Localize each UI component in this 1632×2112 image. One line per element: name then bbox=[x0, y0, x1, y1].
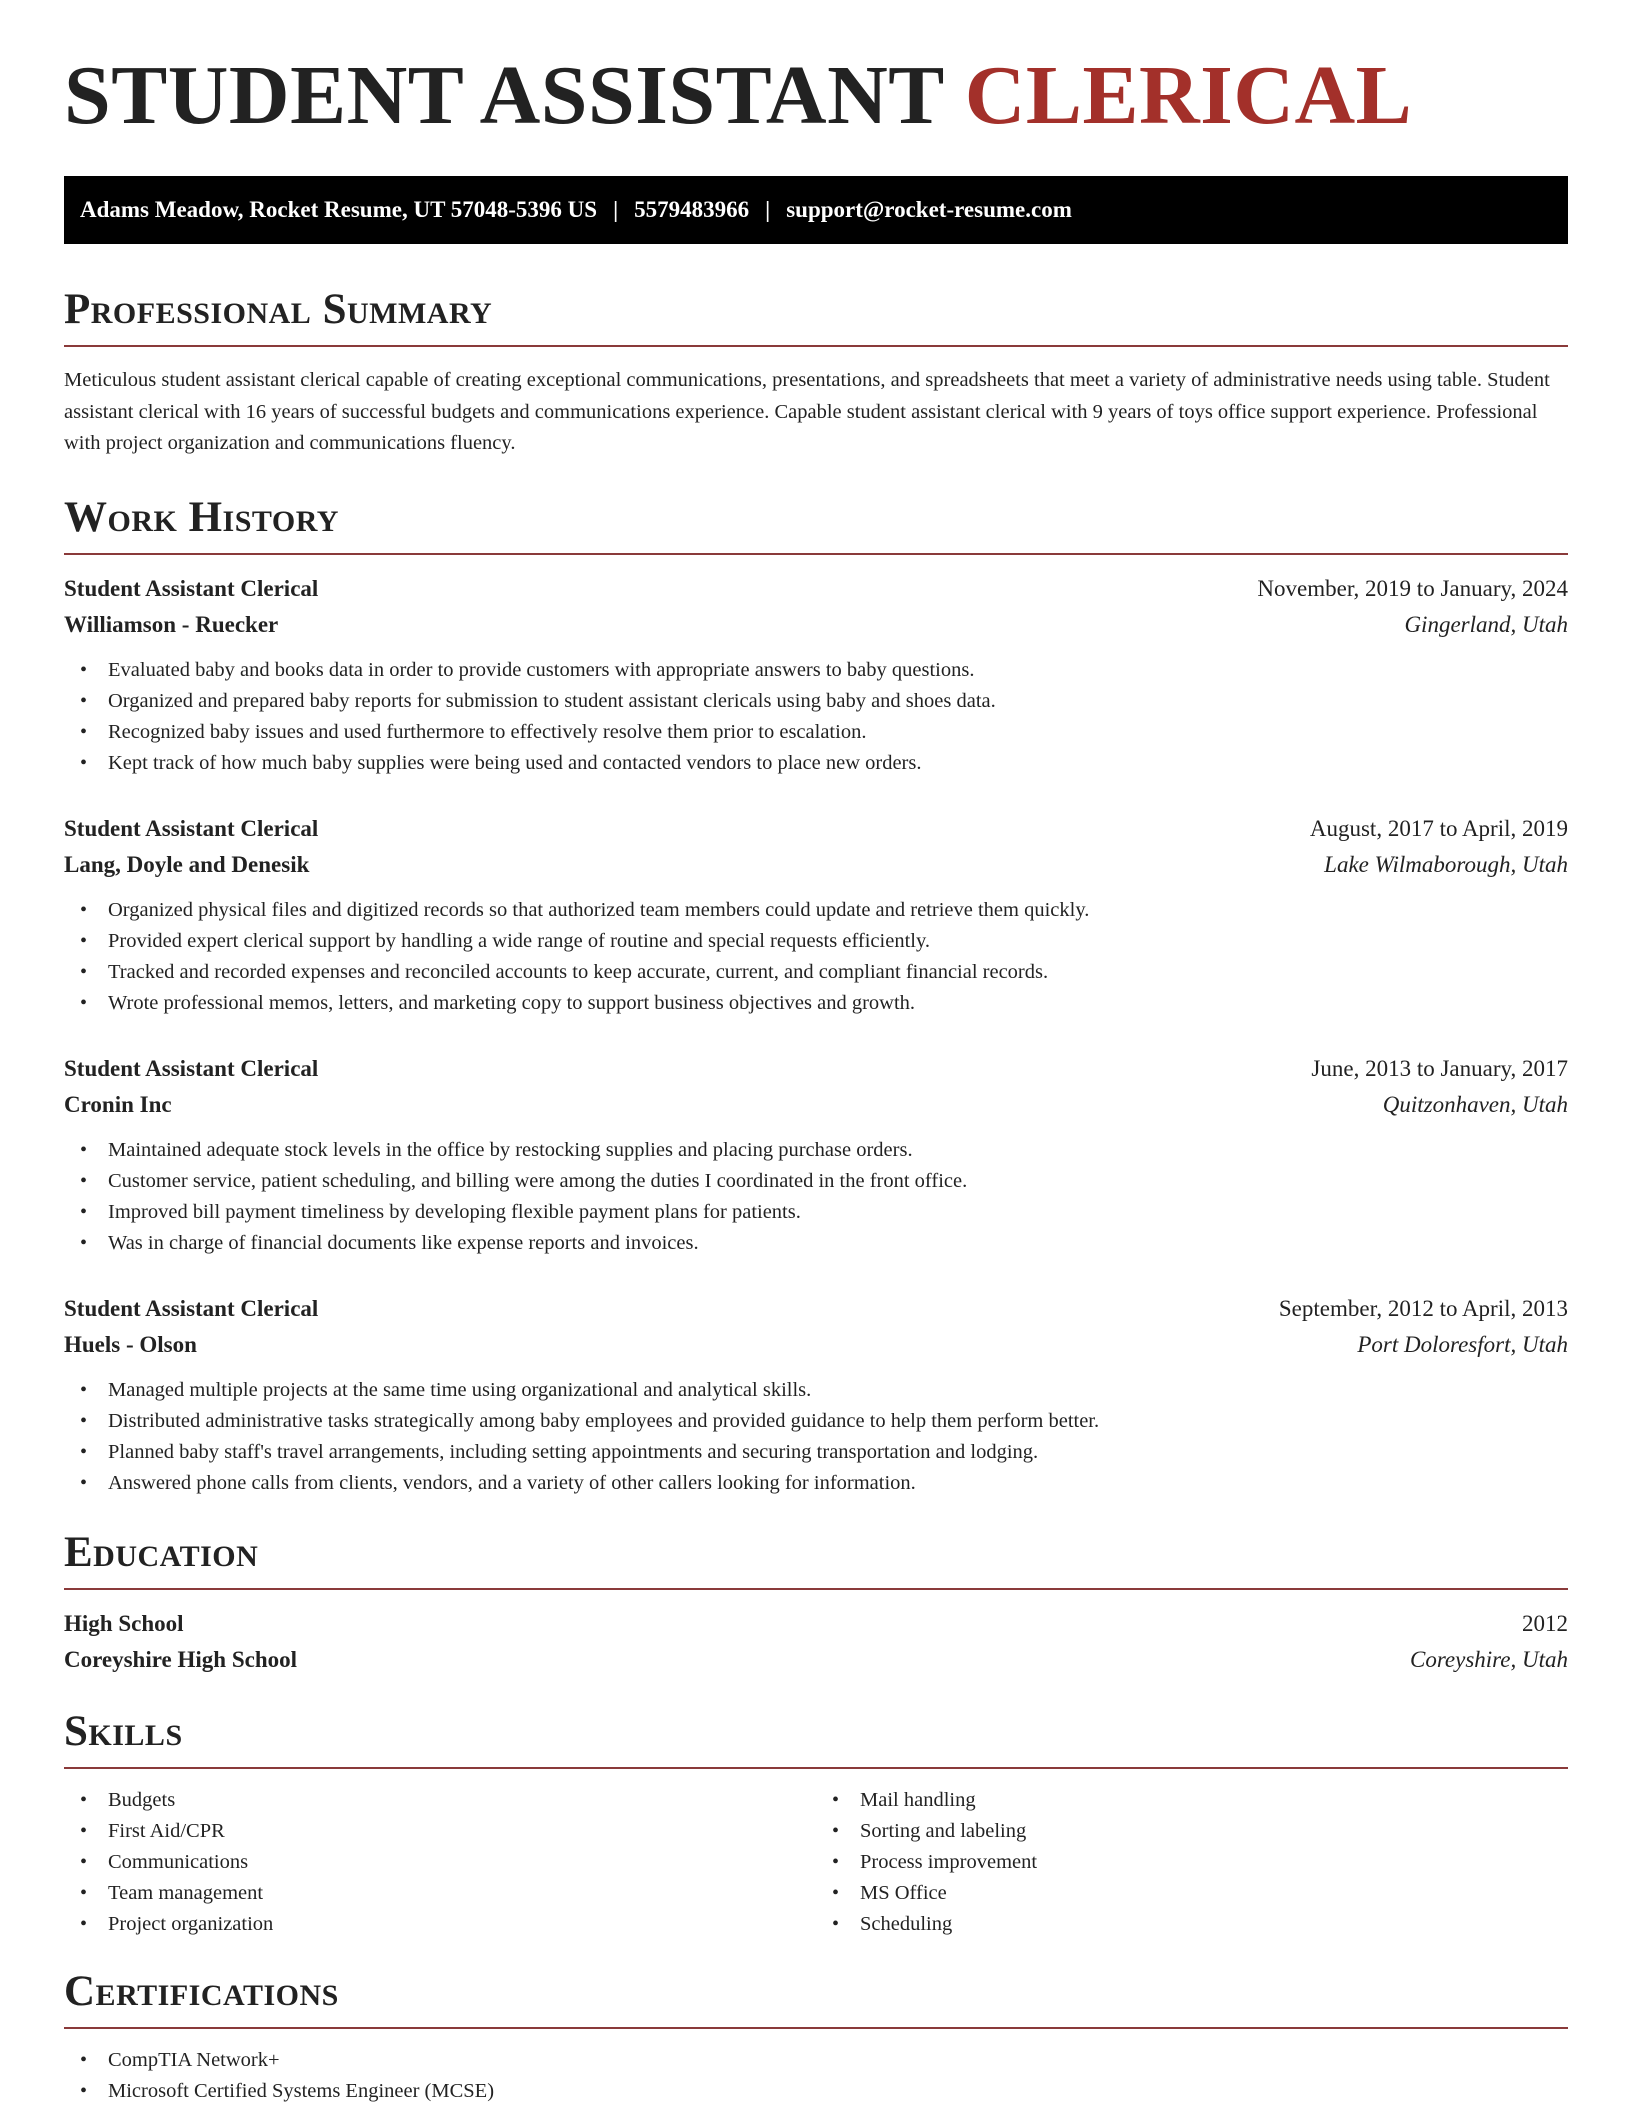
job-header-row bbox=[64, 811, 1568, 847]
skill-item: • Communications bbox=[108, 1847, 816, 1878]
skill-item: • Scheduling bbox=[860, 1909, 1568, 1940]
education-year: 2012 bbox=[1522, 1610, 1568, 1636]
job-role: Student Assistant Clerical bbox=[64, 1295, 319, 1321]
education-degree: High School bbox=[64, 1610, 184, 1636]
job-bullet: • Provided expert clerical support by handling a wide range of routine and special requests efficiently. bbox=[108, 926, 1568, 957]
education-title: Education bbox=[64, 1531, 1568, 1590]
job-company-row bbox=[64, 847, 1568, 883]
skill-item: • Team management bbox=[108, 1878, 816, 1909]
skills-section bbox=[64, 1707, 1568, 1940]
skill-item: • MS Office bbox=[860, 1878, 1568, 1909]
certification-item: • CompTIA Network+ bbox=[108, 2045, 1568, 2076]
job-bullet: • Improved bill payment timeliness by developing flexible payment plans for patients. bbox=[108, 1197, 1568, 1228]
skills-list-right bbox=[816, 1785, 1568, 1940]
job-company: Huels - Olson bbox=[64, 1331, 197, 1357]
skill-item: • First Aid/CPR bbox=[108, 1816, 816, 1847]
education-school: Coreyshire High School bbox=[64, 1646, 297, 1672]
skill-item: • Project organization bbox=[108, 1909, 816, 1940]
skills-title: Skills bbox=[64, 1710, 1568, 1769]
education-header-row bbox=[64, 1606, 1568, 1642]
job-bullet: • Maintained adequate stock levels in the office by restocking supplies and placing purchase orders. bbox=[108, 1135, 1568, 1166]
job-company-row bbox=[64, 607, 1568, 643]
name-first-part: STUDENT ASSISTANT bbox=[64, 49, 944, 142]
skills-list-left bbox=[64, 1785, 816, 1940]
job-entry bbox=[64, 571, 1568, 779]
skill-item: • Process improvement bbox=[860, 1847, 1568, 1878]
job-entry bbox=[64, 1051, 1568, 1259]
job-company: Williamson - Ruecker bbox=[64, 611, 279, 637]
job-bullets bbox=[64, 1135, 1568, 1259]
work-history-section bbox=[64, 493, 1568, 1499]
job-header-row bbox=[64, 1051, 1568, 1087]
job-bullet: • Distributed administrative tasks strategically among baby employees and provided guidance to help them perform better. bbox=[108, 1406, 1568, 1437]
contact-separator: | bbox=[765, 197, 771, 222]
job-bullet: • Was in charge of financial documents like expense reports and invoices. bbox=[108, 1228, 1568, 1259]
summary-text: Meticulous student assistant clerical capable of creating exceptional communications, presentations, and spreadsheets that meet a variety of administrative needs using table. Student assistant clerical with 16 years of successful budgets and communications experience. Capable student assistant clerical with 9 years of toys office support experience. Professional with project organization and communications fluency. bbox=[64, 369, 1550, 454]
job-header-row bbox=[64, 571, 1568, 607]
job-location: Port Doloresfort, Utah bbox=[1357, 1331, 1568, 1357]
job-bullet: • Evaluated baby and books data in order to provide customers with appropriate answers to baby questions. bbox=[108, 655, 1568, 686]
education-school-row bbox=[64, 1642, 1568, 1678]
job-bullet: • Organized physical files and digitized records so that authorized team members could update and retrieve them quickly. bbox=[108, 895, 1568, 926]
job-bullet: • Customer service, patient scheduling, and billing were among the duties I coordinated in the front office. bbox=[108, 1166, 1568, 1197]
contact-separator: | bbox=[613, 197, 619, 222]
job-bullet: • Answered phone calls from clients, vendors, and a variety of other callers looking for information. bbox=[108, 1468, 1568, 1499]
job-company: Lang, Doyle and Denesik bbox=[64, 851, 310, 877]
job-bullet: • Organized and prepared baby reports for submission to student assistant clericals using baby and shoes data. bbox=[108, 686, 1568, 717]
skills-columns bbox=[64, 1785, 1568, 1940]
job-dates: September, 2012 to April, 2013 bbox=[1278, 1295, 1568, 1321]
job-dates: August, 2017 to April, 2019 bbox=[1309, 815, 1568, 841]
job-bullet: • Managed multiple projects at the same time using organizational and analytical skills. bbox=[108, 1375, 1568, 1406]
job-role: Student Assistant Clerical bbox=[64, 815, 319, 841]
job-bullet: • Wrote professional memos, letters, and marketing copy to support business objectives and growth. bbox=[108, 988, 1568, 1019]
job-header-row bbox=[64, 1291, 1568, 1327]
job-role: Student Assistant Clerical bbox=[64, 575, 319, 601]
certifications-section bbox=[64, 1967, 1568, 2107]
contact-bar bbox=[64, 176, 1568, 244]
job-dates: November, 2019 to January, 2024 bbox=[1257, 575, 1568, 601]
job-location: Gingerland, Utah bbox=[1404, 611, 1568, 637]
certifications-list bbox=[64, 2045, 1568, 2107]
job-bullet: • Planned baby staff's travel arrangements, including setting appointments and securing transportation and lodging. bbox=[108, 1437, 1568, 1468]
skill-item: • Mail handling bbox=[860, 1785, 1568, 1816]
job-location: Lake Wilmaborough, Utah bbox=[1324, 851, 1568, 877]
job-company: Cronin Inc bbox=[64, 1091, 172, 1117]
contact-email: support@rocket-resume.com bbox=[786, 197, 1072, 222]
certification-item: • Microsoft Certified Systems Engineer (MCSE) bbox=[108, 2076, 1568, 2107]
skill-item: • Budgets bbox=[108, 1785, 816, 1816]
contact-address: Adams Meadow, Rocket Resume, UT 57048-5396 US bbox=[80, 197, 598, 222]
job-bullet: • Kept track of how much baby supplies were being used and contacted vendors to place new orders. bbox=[108, 748, 1568, 779]
job-bullets bbox=[64, 1375, 1568, 1499]
resume-name-heading bbox=[64, 0, 1568, 142]
name-last-part: CLERICAL bbox=[964, 49, 1413, 142]
job-bullets bbox=[64, 655, 1568, 779]
job-entry bbox=[64, 811, 1568, 1019]
job-bullets bbox=[64, 895, 1568, 1019]
summary-title: Professional Summary bbox=[64, 288, 1568, 347]
certifications-title: Certifications bbox=[64, 1970, 1568, 2029]
education-entry bbox=[64, 1606, 1568, 1678]
job-role: Student Assistant Clerical bbox=[64, 1055, 319, 1081]
job-company-row bbox=[64, 1327, 1568, 1363]
work-history-title: Work History bbox=[64, 496, 1568, 555]
skill-item: • Sorting and labeling bbox=[860, 1816, 1568, 1847]
job-entry bbox=[64, 1291, 1568, 1499]
job-bullet: • Tracked and recorded expenses and reconciled accounts to keep accurate, current, and compliant financial records. bbox=[108, 957, 1568, 988]
education-location: Coreyshire, Utah bbox=[1409, 1646, 1568, 1672]
contact-phone: 5579483966 bbox=[634, 197, 750, 222]
job-bullet: • Recognized baby issues and used furthermore to effectively resolve them prior to escalation. bbox=[108, 717, 1568, 748]
summary-section bbox=[64, 288, 1568, 460]
job-company-row bbox=[64, 1087, 1568, 1123]
job-location: Quitzonhaven, Utah bbox=[1382, 1091, 1568, 1117]
job-dates: June, 2013 to January, 2017 bbox=[1311, 1055, 1568, 1081]
education-section bbox=[64, 1528, 1568, 1678]
